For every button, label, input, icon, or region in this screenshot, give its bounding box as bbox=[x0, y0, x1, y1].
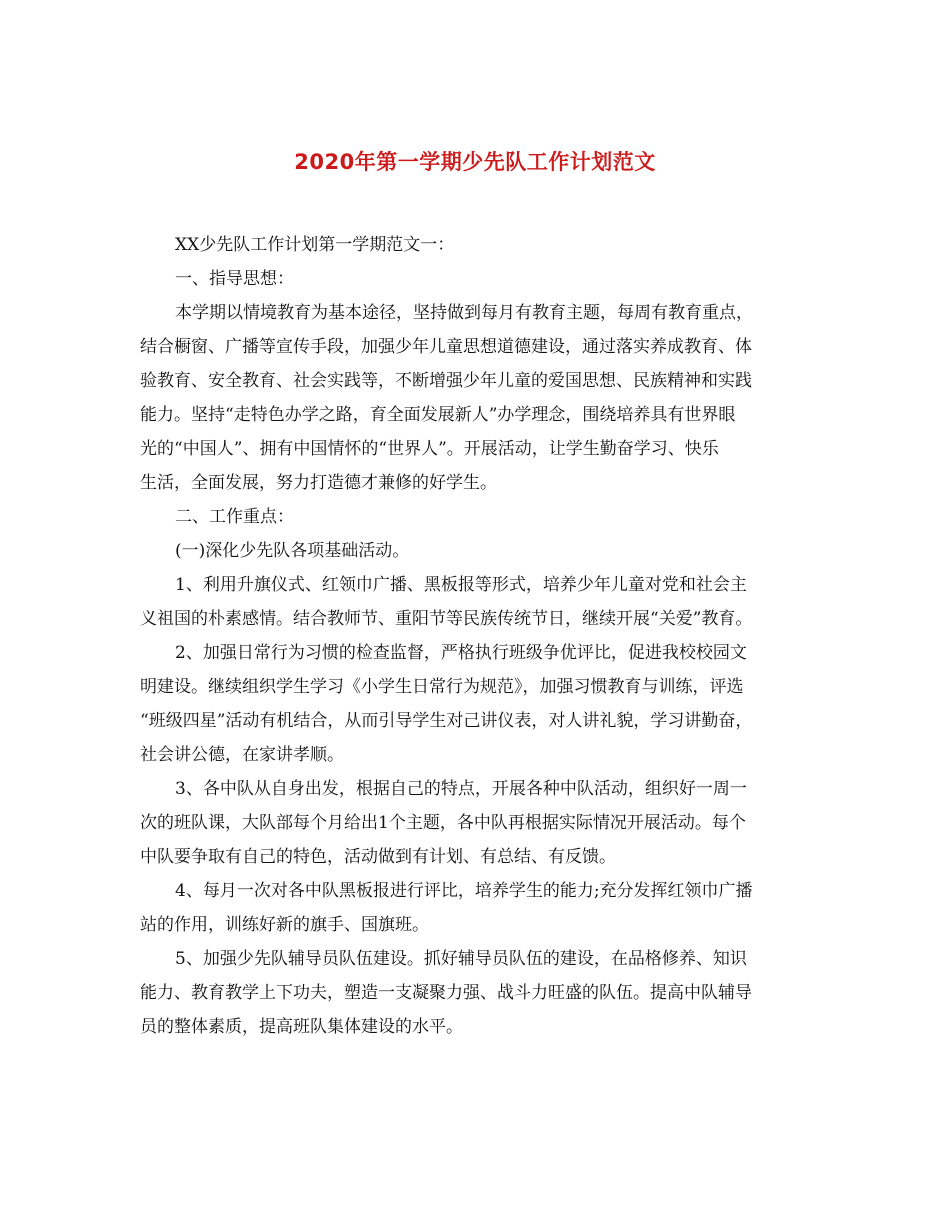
text-line: 2、加强日常行为习惯的检查监督，严格执行班级争优评比，促进我校校园文 bbox=[175, 643, 747, 663]
text-line: 义祖国的朴素感情。结合教师节、重阳节等民族传统节日，继续开展“关爱”教育。 bbox=[140, 609, 753, 629]
text-line: 次的班队课，大队部每个月给出1个主题，各中队再根据实际情况开展活动。每个 bbox=[140, 813, 746, 833]
text-line: 本学期以情境教育为基本途径，坚持做到每月有教育主题，每周有教育重点， bbox=[175, 303, 753, 323]
text-line: 生活，全面发展，努力打造德才兼修的好学生。 bbox=[140, 473, 497, 493]
text-line: 光的“中国人”、拥有中国情怀的“世界人”。开展活动，让学生勤奋学习、快乐 bbox=[140, 439, 719, 459]
text-line: 1、利用升旗仪式、红领巾广播、黑板报等形式，培养少年儿童对党和社会主 bbox=[175, 575, 747, 595]
text-line: 社会讲公德，在家讲孝顺。 bbox=[140, 745, 344, 765]
text-line: 中队要争取有自己的特色，活动做到有计划、有总结、有反馈。 bbox=[140, 847, 616, 867]
document-title: 2020年第一学期少先队工作计划范文 bbox=[294, 150, 656, 174]
text-line: 一、指导思想： bbox=[175, 269, 294, 289]
text-line: 3、各中队从自身出发，根据自己的特点，开展各种中队活动，组织好一周一 bbox=[175, 779, 747, 799]
text-line: (一)深化少先队各项基础活动。 bbox=[175, 541, 410, 561]
text-line: 4、每月一次对各中队黑板报进行评比，培养学生的能力;充分发挥红领巾广播 bbox=[175, 881, 753, 901]
text-line: 明建设。继续组织学生学习《小学生日常行为规范》，加强习惯教育与训练，评选 bbox=[140, 677, 744, 697]
text-line: 能力。坚持“走特色办学之路，育全面发展新人”办学理念，围绕培养具有世界眼 bbox=[140, 405, 736, 425]
text-line: “班级四星”活动有机结合，从而引导学生对己讲仪表，对人讲礼貌，学习讲勤奋， bbox=[140, 711, 753, 731]
text-line: XX少先队工作计划第一学期范文一： bbox=[175, 235, 455, 255]
text-line: 二、工作重点： bbox=[175, 507, 294, 527]
text-line: 5、加强少先队辅导员队伍建设。抓好辅导员队伍的建设，在品格修养、知识 bbox=[175, 949, 747, 969]
text-line: 站的作用，训练好新的旗手、国旗班。 bbox=[140, 915, 429, 935]
text-line: 结合橱窗、广播等宣传手段，加强少年儿童思想道德建设，通过落实养成教育、体 bbox=[140, 337, 752, 357]
document-body bbox=[140, 228, 812, 1044]
text-line: 验教育、安全教育、社会实践等，不断增强少年儿童的爱国思想、民族精神和实践 bbox=[140, 371, 752, 391]
text-line: 员的整体素质，提高班队集体建设的水平。 bbox=[140, 1017, 463, 1037]
text-line: 能力、教育教学上下功夫，塑造一支凝聚力强、战斗力旺盛的队伍。提高中队辅导 bbox=[140, 983, 752, 1003]
